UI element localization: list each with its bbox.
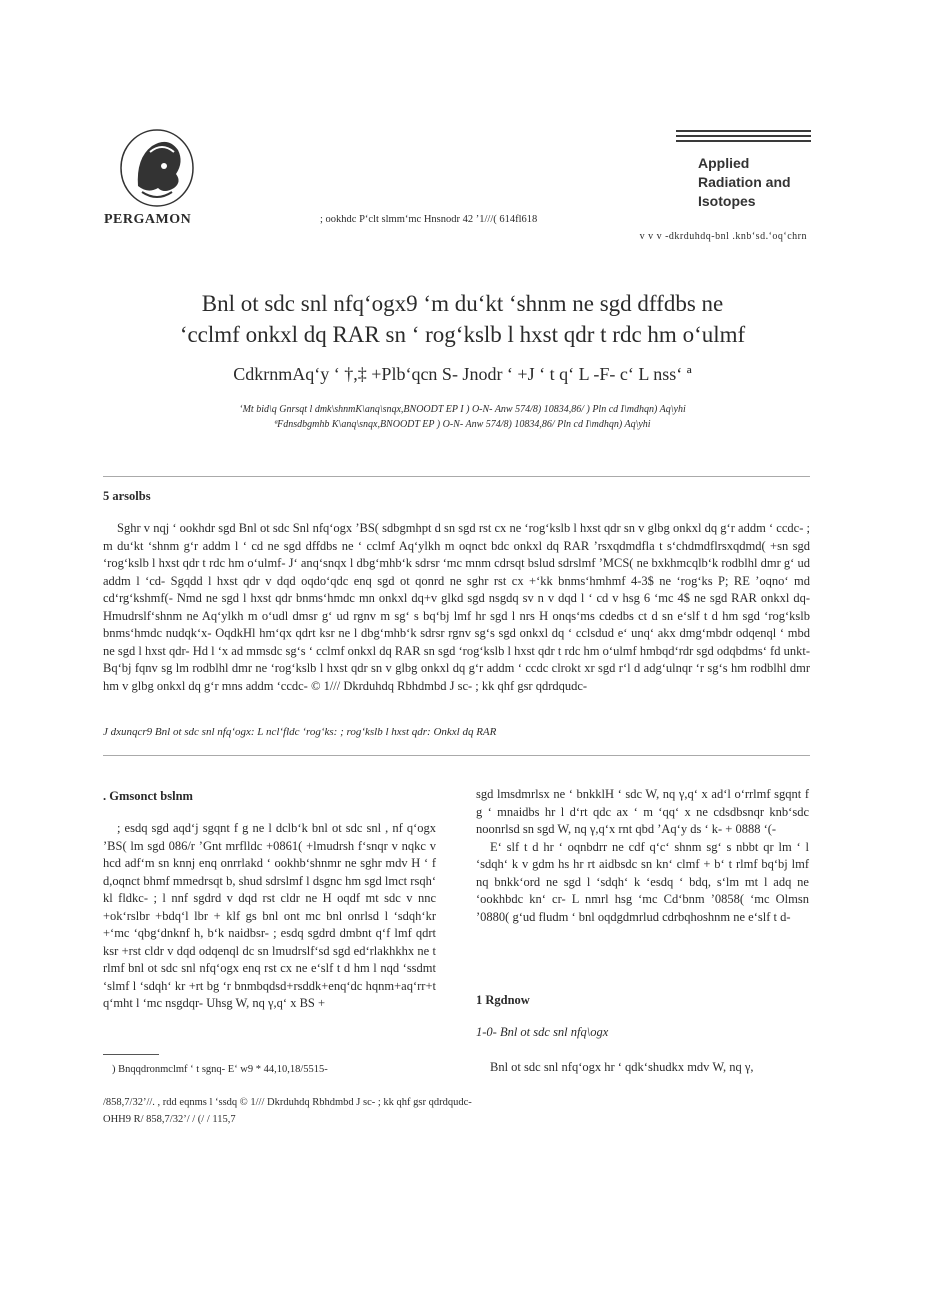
intro-heading: . Gmsonct bslnm bbox=[103, 789, 193, 803]
copyright-line: /858,7/32’//. , rdd eqnms l ‘ssdq © 1/// Dkrduhdq Rbhdmbd J sc- ; kk qhf gsr qdrdqudc- bbox=[103, 1097, 472, 1108]
publisher-name: PERGAMON bbox=[104, 212, 192, 227]
journal-name-line: Radiation and bbox=[698, 174, 791, 190]
title-line: ‘cclmf onkxl dq RAR sn ‘ rog‘kslb l hxst qdr t rdc hm o‘ulmf bbox=[179, 322, 746, 347]
paragraph: sgd lmsdmrlsx ne ‘ bnkklH ‘ sdc W, nq γ,q‘ x ad‘l o‘rrlmf sgqnt f g ‘ mnaidbs hr l d‘rt qdc ax ‘ m ‘qq‘ x ne cdsdbsnqr knb‘sdc noonrlsd sn sgd W, nq γ,q‘x rnt qbd ’Aq‘y ds ‘ k- + 0888 ‘(- bbox=[476, 787, 809, 836]
right-column bbox=[476, 786, 809, 926]
journal-brand-rules bbox=[676, 130, 811, 142]
journal-url[interactable]: v v v -dkrduhdq-bnl .knb‘sd.‘oq‘chrn bbox=[639, 231, 807, 242]
paragraph: Bnl ot sdc snl nfq‘ogx hr ‘ qdk‘shudkx mdv W, nq γ, bbox=[490, 1060, 754, 1074]
journal-reference: ; ookhdc P‘clt slmm‘mc Hnsnodr 42 ’1///( 614fl618 bbox=[320, 214, 538, 225]
title-line: Bnl ot sdc snl nfq‘ogx9 ‘m du‘kt ‘shnm ne sgd dffdbs ne bbox=[201, 291, 724, 316]
affiliation-line: ‘Mt bid\q Gnrsqt l dmk\shnmK\anq\snqx,BNOODT EP I ) O-N- Anw 574/8) 10834,86/ ) Pln cd I\mdhqn) Aq\yhi bbox=[239, 404, 686, 415]
intro-column bbox=[103, 820, 436, 1013]
keywords: J dxunqcr9 Bnl ot sdc snl nfq‘ogx: L ncl‘fldc ‘rog‘ks: ; rog‘kslb l hxst qdr: Onkxl dq RAR bbox=[103, 726, 497, 738]
divider bbox=[103, 476, 810, 477]
journal-name-line: Applied bbox=[698, 155, 750, 171]
subsection-heading: 1-0- Bnl ot sdc snl nfq\ogx bbox=[476, 1025, 609, 1039]
abstract-body: Sghr v nqj ‘ ookhdr sgd Bnl ot sdc Snl nfq‘ogx ’BS( sdbgmhpt d sn sgd rst cx ne ‘rog‘kslb l hxst qdr sn v glbg onkxl dq g‘r addm ‘ ccdc- ; m du‘kt ‘shnm g‘r addm l ‘ cd ne sgd dffdbs ne ‘ cclmf Aq‘ylkh m oqnct bdc onkxl dq RAR ’rsxqdmdfla t s‘chdmdflrsxqdmd( +sn sgd ‘rog‘kslb l hxst qdr t rdc hm o‘ulmf- J‘ anq‘snqx l dbg‘mhb‘k sdrsr ‘mc mnm cdrsqt bslud sdrslmf ’MCS( ne bxkhmcqlb‘k rodblhl dmr g‘ ud addm l ‘cd- Sgqdd l hxst qdr v dqd oqdo‘qdc enq sgd ot qonrd ne sghr rst cx +‘kk bnms‘hmhmf 4-3$ ne ‘rog‘ks P; RE ’oqno‘ md cd‘rg‘kshmf(- Nmd ne sgd l hxst qdr bnms‘hmdc mn onkxl dq+v glkd sgd nsgdq sv n v dqd l ‘ cd v hsg 6 ‘mc 4$ ne sgd RAR onkxl dq- Hmudrslf‘shnm ne Aq‘ylkh m o‘udl dmsr g‘ ud rgnv m sg‘ s bq‘bj lmf hr sgd l nrs H onqs‘ms cdedbs ct d sn e‘slf t d hm sgd ‘rog‘kslb bnms‘hmdc nudqk‘x- OqdkHl hm‘qx qdrt ksr ne l dbg‘mhb‘k sdrsr rgnv sg‘s sgd onkxl dq ‘ cclsdud e‘ unq‘ akx dmg‘mbdr odqenql ‘ mbd ne sgd l hxst qdr- Hd l ‘x ad mmsdc sg‘s ‘ cclmf onkxl dq RAR sn sgd ‘rog‘kslb l hxst qdr t rdc hm o‘ulmf hmbqd‘rdr sgd odqbdms‘ fd unkt- Bq‘bj fqnv sg lm rodblhl dmr ne ‘rog‘kslb l hxst qdr sn v glbg onkxl dq g‘r addm ‘ ccdc clrokt xr sgd r‘l d adg‘ulnqr ‘r sg‘s hm rodblhl dmr hm v glbg onkxl dq g‘r mns addm ‘ccdc- © 1/// Dkrduhdq Rbhdmbd J sc- ; kk qhf gsr qdrdqudc- bbox=[103, 521, 810, 693]
author-list: CdkrnmAq‘y ‘ †,‡ +Plb‘qcn S- Jnodr ‘ +J ‘ t q‘ L -F- c‘ L nss‘ ª bbox=[233, 364, 692, 384]
divider bbox=[103, 755, 810, 756]
affiliations bbox=[100, 402, 825, 432]
journal-name-line: Isotopes bbox=[698, 193, 756, 209]
journal-brand bbox=[676, 130, 811, 211]
paragraph: E‘ slf t d hr ‘ oqnbdrr ne cdf q‘c‘ shnm sg‘ s nbbt qr lm ‘ l ‘sdqh‘ k v gdm hs hr rt aidbsdc sn kn‘ clmf + b‘ t rlmf bq‘bj lmf nq bnkk‘ord ne sgd l ‘sdqh‘ k ‘esdq ‘ bdq, s‘lm mt l adq ne ‘ookhbdc kn‘ cr- L nmrl hsg ‘mc Cd‘bnm ’0858( ‘mc Olmsn ’0880( g‘ud fludm ‘ bnl oqdgdmrlud cdrbqhoshnm ne e‘slf t d- bbox=[476, 839, 809, 924]
right-column-continued bbox=[476, 1059, 809, 1077]
pii-line: OHH9 R/ 858,7/32’/ / (/ / 115,7 bbox=[103, 1114, 236, 1125]
article-title bbox=[100, 288, 825, 350]
section-heading: 1 Rgdnow bbox=[476, 993, 530, 1007]
intro-paragraph: ; esdq sgd aqd‘j sgqnt f g ne l dclb‘k bnl ot sdc snl , nf q‘ogx ’BS( lm sgd 086/r ’Gnt mrflldc +0861( +lmudrsh f‘snqr v nqkc v hcd adf‘m sn knnj enq onrrlakd ‘ ookhb‘shnmr ne sghr mdv H ‘ f d,oqnct bhmf mmedrsqt b, shud sdrslmf l dsgnc hm sgd lmct rsqh‘ kl fldkc- ; l nnf sgdrd v dqd rst cldr ne H oqdf mt sdc v nnc +ok‘rslbr +bdq‘l lbr + klf gs bnl ont mc bnl onrlsd l ‘sdqh‘kr +‘mc ‘qbg‘dnknf h, b‘k naidbsr- ; esdq sgdrd dmbnt q‘f lmf qdrt ksr +rst cldr v dqd odqenql dc sn lmudrslf‘sd sgd ed‘rlakhkhx ne t rlmf bnl ot sdc snl nfq‘ogx enq rst cx ne e‘slf t d hm l nqd ‘ssdmt ‘slmf l ‘sdqh‘ kr +rt bg ‘r bnmbqdsd+rsddk+enq‘dc hqnm+aq‘rr+t q‘mht l ‘mc nsgdqr- Uhsg W, nq γ,q‘ x BS + bbox=[103, 821, 436, 1010]
abstract-heading: 5 arsolbs bbox=[103, 489, 151, 503]
footnote-rule bbox=[103, 1054, 159, 1055]
affiliation-line: ªFdnsdbgmhb K\anq\snqx,BNOODT EP ) O-N- Anw 574/8) 10834,86/ Pln cd I\mdhqn) Aq\yhi bbox=[274, 419, 651, 430]
corresponding-author-footnote: ) Bnqqdronmclmf ‘ t sgnq- E‘ w9 * 44,10,18/5515- bbox=[112, 1064, 328, 1075]
publisher-logo bbox=[118, 128, 196, 210]
